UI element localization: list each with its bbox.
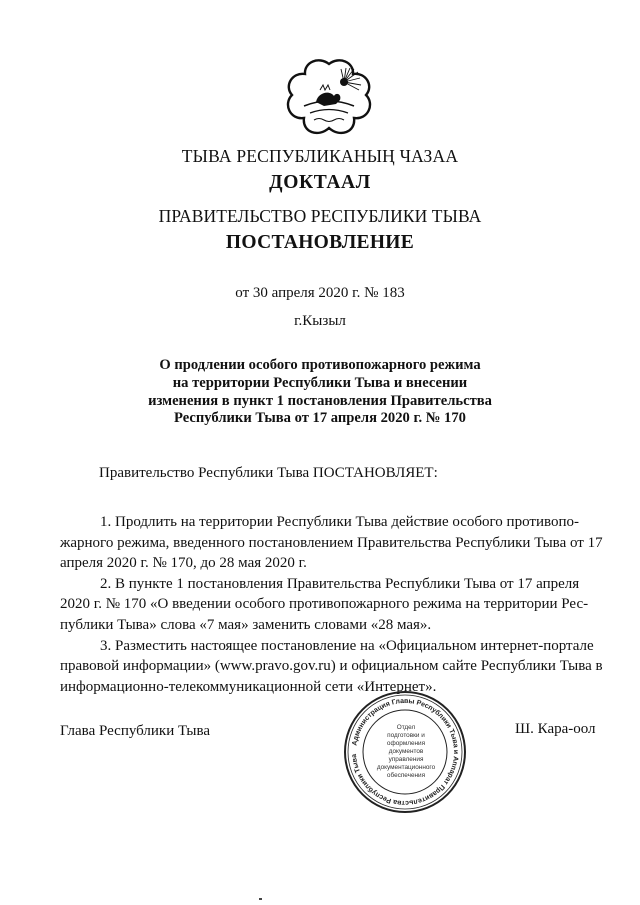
document-title [130,357,510,428]
header-tuvan-doc-type: ДОКТААЛ [269,172,371,193]
header-russian-doc-type: ПОСТАНОВЛЕНИЕ [225,232,415,253]
body-line: правовой информации» (www.pravo.gov.ru) и официальном сайте Республики Тыва в [60,658,603,675]
stamp-line: Отдел [396,724,416,731]
document-city: г.Кызыл [294,313,346,329]
body-line: апреля 2020 г. № 170, до 28 мая 2020 г. [60,555,307,572]
body-line: 2020 г. № 170 «О введении особого противопожарного режима на территории Рес- [60,596,589,613]
title-line: изменения в пункт 1 постановления Правительства [148,392,492,409]
stamp-line: обеспечения [386,772,426,779]
page-speck [259,898,262,900]
body-line: информационно-телекоммуникационной сети «Интернет». [60,678,437,695]
body-line: 3. Разместить настоящее постановление на «Официальном интернет-портале [100,637,594,654]
body-line: 2. В пункте 1 постановления Правительства Республики Тыва от 17 апреля [100,575,580,592]
signatory-position: Глава Республики Тыва [60,723,211,739]
coat-of-arms-emblem [284,58,374,136]
stamp-inner-text [369,724,443,780]
title-line: О продлении особого противопожарного режима [159,357,481,373]
stamp-ring-text: Администрация Главы Республики Тыва и Аппарат Правительства Республики Тыва [351,697,460,807]
government-decree-line: Правительство Республики Тыва ПОСТАНОВЛЯЕТ: [99,465,438,481]
stamp-line: управления [388,756,424,763]
document-date-number: от 30 апреля 2020 г. № 183 [235,285,405,301]
body-line: 1. Продлить на территории Республики Тыва действие особого противопо- [100,514,579,530]
title-line: на территории Республики Тыва и внесении [172,374,468,391]
title-line: Республики Тыва от 17 апреля 2020 г. № 170 [174,410,466,427]
header-russian-government: ПРАВИТЕЛЬСТВО РЕСПУБЛИКИ ТЫВА [158,206,482,226]
stamp-line: оформления документов [386,740,426,755]
body-line: публики Тыва» слова «7 мая» заменить словами «28 мая». [60,616,432,633]
document-body [60,512,603,697]
header-tuvan-government: ТЫВА РЕСПУБЛИКАНЫҢ ЧАЗАА [181,146,459,166]
stamp-line: документационного [376,764,436,771]
signatory-name: Ш. Кара-оол [515,721,596,737]
body-line: жарного режима, введенного постановлением Правительства Республики Тыва от 17 [60,534,603,551]
stamp-line: подготовки и [387,732,425,739]
